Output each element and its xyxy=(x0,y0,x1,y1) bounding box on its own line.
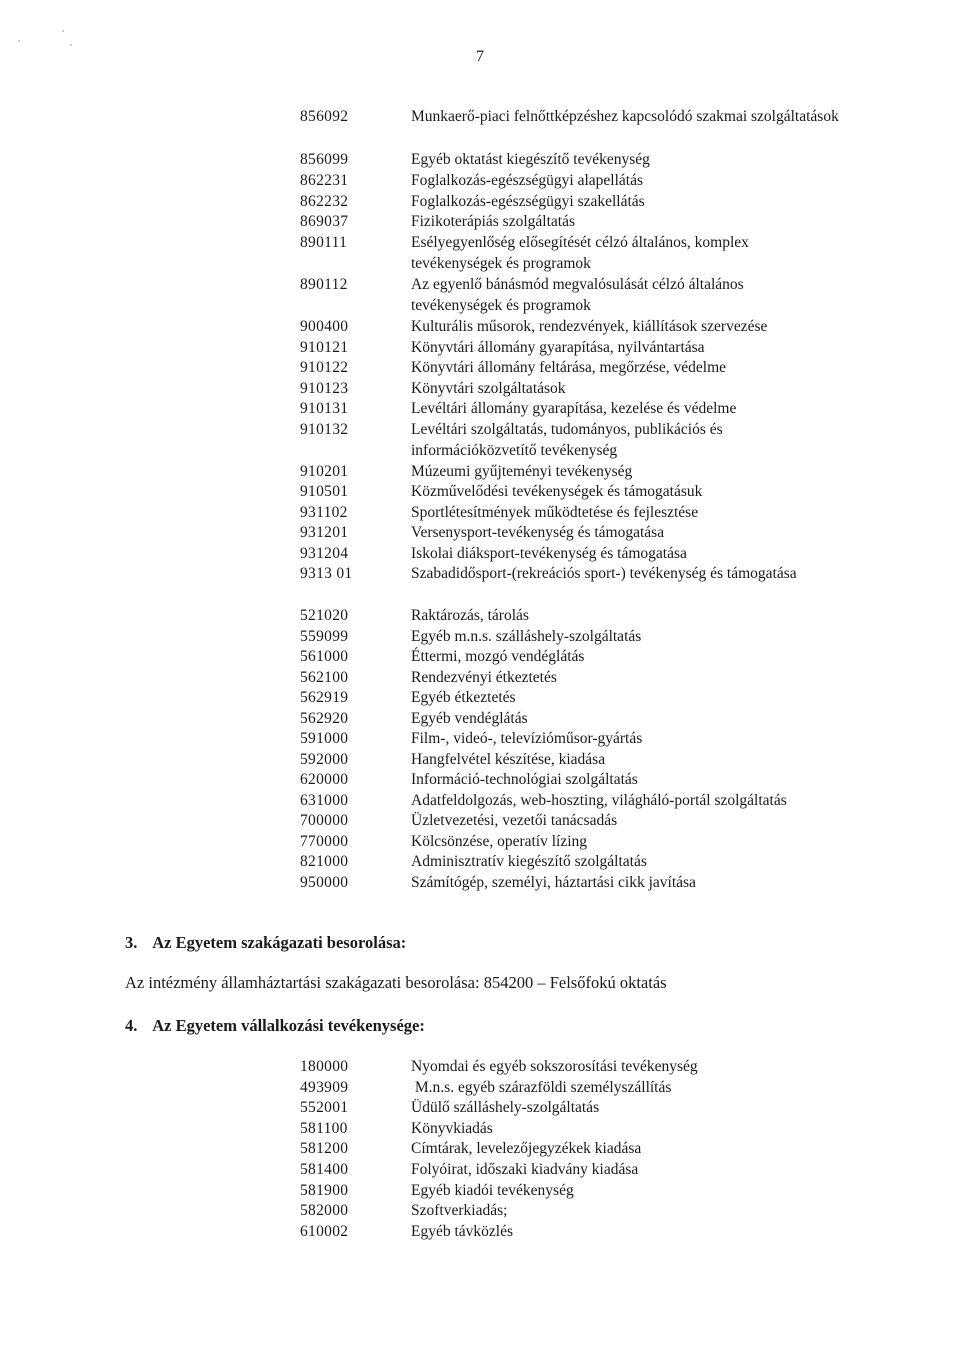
activity-code: 493909 xyxy=(300,1079,349,1096)
activity-description: M.n.s. egyéb szárazföldi személyszállítás xyxy=(411,1079,672,1096)
section-3-heading xyxy=(125,933,406,953)
activity-description: Adminisztratív kiegészítő szolgáltatás xyxy=(411,853,647,870)
activity-description: Címtárak, levelezőjegyzékek kiadása xyxy=(411,1140,642,1157)
activity-description: Könyvtári állomány gyarapítása, nyilvántartása xyxy=(411,339,705,356)
activity-code: 581100 xyxy=(300,1120,348,1137)
activity-code: 620000 xyxy=(300,771,349,788)
activity-description: Kölcsönzése, operatív lízing xyxy=(411,833,588,850)
activity-code: 581400 xyxy=(300,1161,349,1178)
scan-speck xyxy=(18,40,20,42)
activity-code: 910131 xyxy=(300,400,349,417)
activity-code: 931204 xyxy=(300,545,349,562)
activity-description: Levéltári állomány gyarapítása, kezelése és védelme xyxy=(411,400,737,417)
activity-code: 869037 xyxy=(300,213,349,230)
section-4-heading xyxy=(125,1016,425,1036)
activity-description: Esélyegyenlőség elősegítését célzó általános, komplex tevékenységek és programok xyxy=(411,234,749,272)
activity-description: Éttermi, mozgó vendéglátás xyxy=(411,648,585,665)
activity-description: Egyéb távközlés xyxy=(411,1223,514,1240)
section-number: 4. xyxy=(125,1016,138,1035)
activity-description: Iskolai diáksport-tevékenység és támogatása xyxy=(411,545,687,562)
activity-code: 631000 xyxy=(300,792,349,809)
activity-code: 862232 xyxy=(300,193,349,210)
page-number: 7 xyxy=(476,48,484,65)
activity-description: Film-, videó-, televízióműsor-gyártás xyxy=(411,730,643,747)
activity-description: Egyéb kiadói tevékenység xyxy=(411,1182,574,1199)
activity-code: 9313 01 xyxy=(300,565,353,582)
activity-description: Egyéb oktatást kiegészítő tevékenység xyxy=(411,151,650,168)
activity-description: Üzletvezetési, vezetői tanácsadás xyxy=(411,812,618,829)
activity-code: 821000 xyxy=(300,853,349,870)
activity-description: Versenysport-tevékenység és támogatása xyxy=(411,524,665,541)
activity-description: Sportlétesítmények működtetése és fejlesztése xyxy=(411,504,699,521)
activity-description: Múzeumi gyűjteményi tevékenység xyxy=(411,463,633,480)
activity-description: Közművelődési tevékenységek és támogatásuk xyxy=(411,483,703,500)
activity-description: Számítógép, személyi, háztartási cikk javítása xyxy=(411,874,696,891)
activity-description: Hangfelvétel készítése, kiadása xyxy=(411,751,606,768)
activity-description: Adatfeldolgozás, web-hoszting, világháló-portál szolgáltatás xyxy=(411,792,787,809)
activity-description: Foglalkozás-egészségügyi alapellátás xyxy=(411,172,643,189)
activity-description: Nyomdai és egyéb sokszorosítási tevékenység xyxy=(411,1058,698,1075)
activity-code: 562919 xyxy=(300,689,349,706)
activity-code: 581200 xyxy=(300,1140,349,1157)
activity-description: Foglalkozás-egészségügyi szakellátás xyxy=(411,193,645,210)
activity-description: Könyvtári állomány feltárása, megőrzése, védelme xyxy=(411,359,727,376)
activity-description: Egyéb m.n.s. szálláshely-szolgáltatás xyxy=(411,628,642,645)
section-3-text: Az intézmény államháztartási szakágazati besorolása: 854200 – Felsőfokú oktatás xyxy=(125,973,667,992)
activity-code: 910501 xyxy=(300,483,349,500)
scan-speck xyxy=(62,30,64,32)
activity-code: 910201 xyxy=(300,463,349,480)
activity-code: 910122 xyxy=(300,359,349,376)
activity-description: Szoftverkiadás; xyxy=(411,1202,508,1219)
activity-description: Üdülő szálláshely-szolgáltatás xyxy=(411,1099,600,1116)
activity-code: 856092 xyxy=(300,108,349,125)
activity-code: 561000 xyxy=(300,648,349,665)
activity-code: 700000 xyxy=(300,812,349,829)
activity-description: Szabadidősport-(rekreációs sport-) tevékenység és támogatása xyxy=(411,565,797,582)
activity-code: 180000 xyxy=(300,1058,349,1075)
activity-code: 610002 xyxy=(300,1223,349,1240)
activity-code: 770000 xyxy=(300,833,349,850)
section-title: Az Egyetem szakágazati besorolása: xyxy=(152,933,407,952)
activity-code: 862231 xyxy=(300,172,349,189)
activity-code: 521020 xyxy=(300,607,349,624)
activity-code: 559099 xyxy=(300,628,349,645)
activity-description: Munkaerő-piaci felnőttképzéshez kapcsolódó szakmai szolgáltatások xyxy=(411,108,839,125)
activity-code: 950000 xyxy=(300,874,349,891)
activity-code: 931201 xyxy=(300,524,349,541)
activity-code: 562920 xyxy=(300,710,349,727)
section-number: 3. xyxy=(125,933,138,952)
activity-code: 900400 xyxy=(300,318,349,335)
activity-code: 910121 xyxy=(300,339,349,356)
activity-description: Rendezvényi étkeztetés xyxy=(411,669,557,686)
activity-description: Kulturális műsorok, rendezvények, kiállítások szervezése xyxy=(411,318,768,335)
activity-code: 910123 xyxy=(300,380,349,397)
activity-description: Folyóirat, időszaki kiadvány kiadása xyxy=(411,1161,639,1178)
activity-code: 552001 xyxy=(300,1099,349,1116)
activity-code: 582000 xyxy=(300,1202,349,1219)
activity-code: 592000 xyxy=(300,751,349,768)
activity-description: Egyéb vendéglátás xyxy=(411,710,528,727)
activity-code: 890112 xyxy=(300,276,348,293)
activity-description: Egyéb étkeztetés xyxy=(411,689,516,706)
activity-code: 890111 xyxy=(300,234,348,251)
activity-description: Könyvkiadás xyxy=(411,1120,493,1137)
activity-code: 581900 xyxy=(300,1182,349,1199)
activity-description: Információ-technológiai szolgáltatás xyxy=(411,771,638,788)
activity-description: Az egyenlő bánásmód megvalósulását célzó általános tevékenységek és programok xyxy=(411,276,744,314)
scan-speck xyxy=(70,44,72,46)
activity-code: 910132 xyxy=(300,421,349,438)
activity-description: Levéltári szolgáltatás, tudományos, publikációs és információközvetítő tevékenység xyxy=(411,421,723,459)
activity-description: Könyvtári szolgáltatások xyxy=(411,380,566,397)
activity-description: Fizikoterápiás szolgáltatás xyxy=(411,213,575,230)
activity-code: 931102 xyxy=(300,504,348,521)
activity-code: 856099 xyxy=(300,151,349,168)
section-title: Az Egyetem vállalkozási tevékenysége: xyxy=(152,1016,425,1035)
activity-code: 562100 xyxy=(300,669,349,686)
activity-description: Raktározás, tárolás xyxy=(411,607,529,624)
activity-code: 591000 xyxy=(300,730,349,747)
